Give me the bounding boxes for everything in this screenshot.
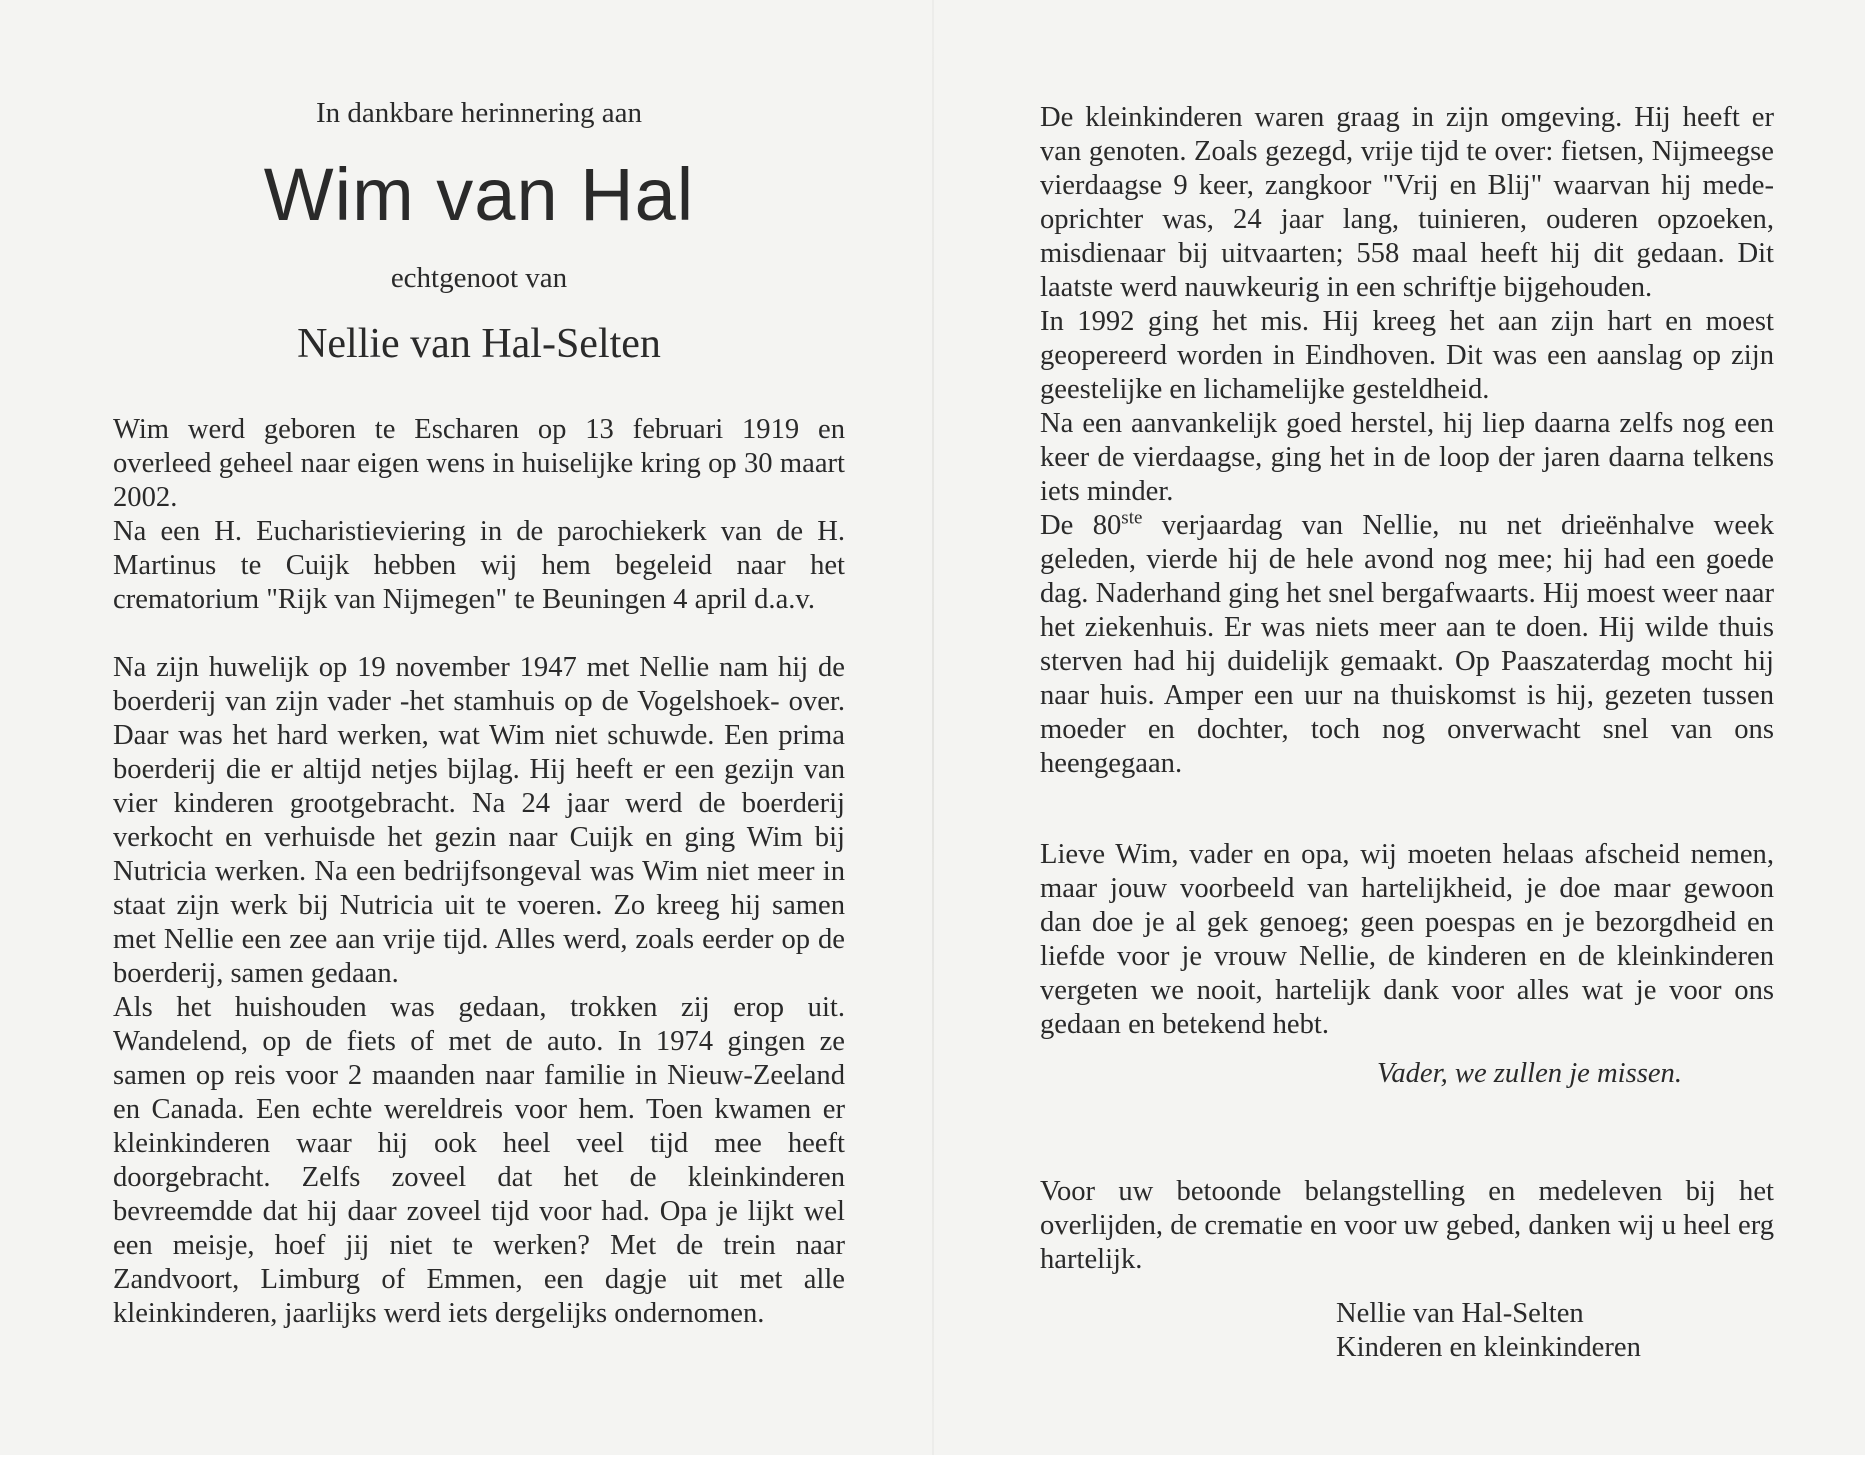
- passing-text-rest: verjaardag van Nellie, nu net drieënhalve week geleden, vierde hij de hele avond nog mee; hij had een goede dag. Naderhand ging het snel bergafwaarts. Hij moest weer naar het ziekenhuis. Er was niets meer aan te doen. Hij wilde thuis sterven had hij duidelijk gemaakt. Op Paaszaterdag mocht hij naar huis. Amper een uur na thuiskomst is hij, gezeten tussen moeder en dochter, toch nog onverwacht snel van ons heengegaan.: [1040, 510, 1775, 779]
- recovery-text: Na een aanvankelijk goed herstel, hij liep daarna zelfs nog een keer de vierdaagse, ging het in de loop der jaren daarna telkens iets minder.: [1040, 408, 1774, 507]
- left-paragraph-birth: [113, 413, 845, 617]
- ordinal-suffix: ste: [1121, 507, 1143, 529]
- scan-bottom-edge: [0, 1455, 1865, 1472]
- passing-text-start: De 80: [1040, 510, 1122, 541]
- right-paragraph-thanks: [1040, 1175, 1774, 1277]
- passing-text: [1040, 509, 1774, 781]
- farewell-text: Lieve Wim, vader en opa, wij moeten helaas afscheid nemen, maar jouw voorbeeld van hartelijkheid, je doe maar gewoon dan doe je al gek genoeg; geen poespas en je bezorgdheid en liefde voor je vrouw Nellie, de kinderen en de kleinkinderen vergeten we nooit, hartelijk dank voor alles wat je voor ons gedaan en betekend hebt.: [1040, 839, 1774, 1040]
- illness-text: In 1992 ging het mis. Hij kreeg het aan zijn hart en moest geopereerd worden in Eindhoven. Dit was een aanslag op zijn geestelijke en lichamelijke gesteldheid.: [1040, 306, 1774, 405]
- grandchildren-text: De kleinkinderen waren graag in zijn omgeving. Hij heeft er van genoten. Zoals gezegd, vrije tijd te over: fietsen, Nijmeegse vierdaagse 9 keer, zangkoor "Vrij en Blij" waarvan hij mede-oprichter was, 24 jaar lang, tuinieren, ouderen opzoeken, misdienaar bij uitvaarten; 558 maal heeft hij dit gedaan. Dit laatste werd nauwkeurig in een schriftje bijgehouden.: [1040, 102, 1774, 303]
- left-paragraph-life: [113, 651, 845, 1331]
- signature: [1336, 1297, 1641, 1365]
- spouse-name: Nellie van Hal-Selten: [297, 321, 661, 367]
- signature-line-2: Kinderen en kleinkinderen: [1336, 1332, 1641, 1363]
- left-page: [113, 0, 845, 1455]
- spouse-label: echtgenoot van: [390, 262, 568, 294]
- travel-text: Als het huishouden was gedaan, trokken zij erop uit. Wandelend, op de fiets of met de auto. In 1974 gingen ze samen op reis voor 2 maanden naar familie in Nieuw-Zeeland en Canada. Een echte wereldreis voor hem. Toen kwamen er kleinkinderen waar hij ook heel veel tijd mee heeft doorgebracht. Zelfs zoveel dat het de kleinkinderen bevreemdde dat hij daar zoveel tijd voor had. Opa je lijkt wel een meisje, hoef jij niet te werken? Met de trein naar Zandvoort, Limburg of Emmen, een dagje uit met alle kleinkinderen, jaarlijks werd iets dergelijks ondernomen.: [113, 992, 845, 1329]
- right-paragraph-life: [1040, 101, 1774, 781]
- birth-text: Wim werd geboren te Escharen op 13 februari 1919 en overleed geheel naar eigen wens in huiselijke kring op 30 maart 2002.: [113, 414, 845, 513]
- fold-line: [932, 0, 934, 1455]
- thanks-text: Voor uw betoonde belangstelling en medeleven bij het overlijden, de crematie en voor uw gebed, danken wij u heel erg hartelijk.: [1040, 1176, 1774, 1275]
- signature-line-1: Nellie van Hal-Selten: [1336, 1298, 1584, 1329]
- intro-text: In dankbare herinnering aan: [315, 97, 643, 129]
- ceremony-text: Na een H. Eucharistieviering in de parochiekerk van de H. Martinus te Cuijk hebben wij hem begeleid naar het crematorium "Rijk van Nijmegen" te Beuningen 4 april d.a.v.: [113, 516, 845, 615]
- deceased-name: Wim van Hal: [263, 153, 695, 236]
- right-page: [1040, 0, 1774, 1455]
- right-paragraph-farewell: [1040, 838, 1774, 1042]
- marriage-text: Na zijn huwelijk op 19 november 1947 met Nellie nam hij de boerderij van zijn vader -het stamhuis op de Vogelshoek- over. Daar was het hard werken, wat Wim niet schuwde. Een prima boerderij die er altijd netjes bijlag. Hij heeft er een gezijn van vier kinderen grootgebracht. Na 24 jaar werd de boerderij verkocht en verhuisde het gezin naar Cuijk en ging Wim bij Nutricia werken. Na een bedrijfsongeval was Wim niet meer in staat zijn werk bij Nutricia uit te voeren. Zo kreeg hij samen met Nellie een zee aan vrije tijd. Alles werd, zoals eerder op de boerderij, samen gedaan.: [113, 652, 845, 989]
- closing-line: Vader, we zullen je missen.: [1377, 1058, 1682, 1089]
